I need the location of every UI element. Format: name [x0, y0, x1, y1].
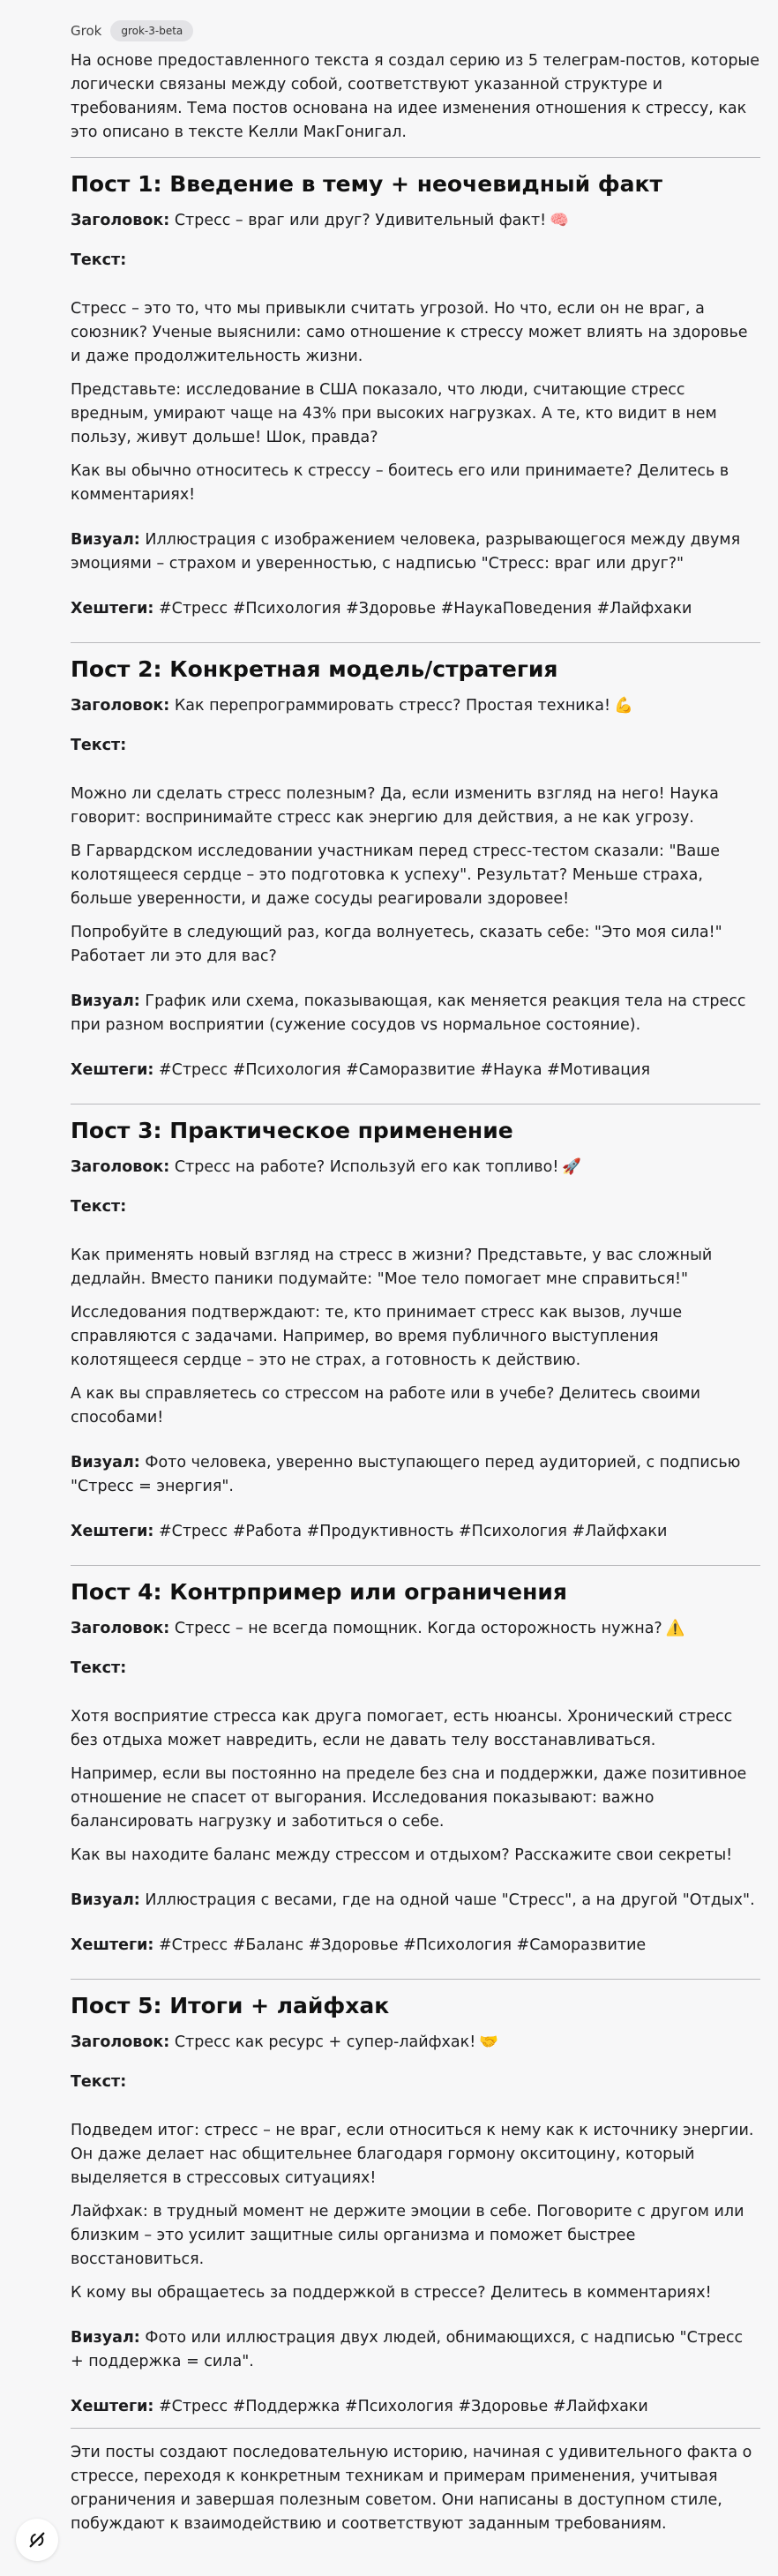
post-section [71, 630, 760, 1082]
post-hashtags [71, 1059, 760, 1082]
grok-logo-icon[interactable] [16, 2519, 58, 2561]
post-paragraph: Как вы находите баланс между стрессом и отдыхом? Расскажите свои секреты! [71, 1846, 733, 1864]
post-title-text: Стресс – враг или друг? Удивительный факт! [174, 212, 547, 229]
text-label: Текст: [71, 251, 127, 269]
post-title [71, 1617, 760, 1641]
visual-label: Визуал: [71, 992, 140, 1010]
tags-label: Хештеги: [71, 1523, 154, 1540]
post-paragraph: К кому вы обращаетесь за поддержкой в стрессе? Делитесь в комментариях! [71, 2284, 712, 2302]
text-label: Текст: [71, 1198, 127, 1216]
post-hashtags [71, 597, 760, 621]
post-visual [71, 990, 760, 1037]
post-section [71, 1553, 760, 1958]
divider [71, 1565, 760, 1566]
post-paragraph: Подведем итог: стресс – не враг, если относиться к нему как к источнику энергии. Он даже делает нас общительнее благодаря гормону окситоцину, который выделяется в стрессовых ситуациях! [71, 2122, 754, 2187]
post-paragraph: Например, если вы постоянно на пределе без сна и поддержки, даже позитивное отношение не спасет от выгорания. Исследования показывают: важно балансировать нагрузку и заботиться о себе. [71, 1765, 747, 1831]
posts-list [71, 145, 760, 2419]
post-section [71, 1091, 760, 1544]
post-title [71, 209, 760, 233]
post-title-text: Стресс как ресурс + супер-лайфхак! [174, 2033, 476, 2051]
post-title-text: Как перепрограммировать стресс? Простая техника! [174, 697, 610, 715]
post-title-emoji: 🧠 [550, 212, 569, 229]
text-label: Текст: [71, 2073, 127, 2091]
post-paragraph: Как вы обычно относитесь к стрессу – боитесь его или принимаете? Делитесь в комментариях! [71, 462, 729, 504]
post-title-emoji: 🤝 [479, 2033, 499, 2051]
divider [71, 157, 760, 158]
post-visual [71, 1451, 760, 1499]
post-hashtags-text: #Стресс #Баланс #Здоровье #Психология #Саморазвитие [158, 1936, 647, 1954]
tags-label: Хештеги: [71, 1061, 154, 1079]
tags-label: Хештеги: [71, 1936, 154, 1954]
post-heading: Пост 5: Итоги + лайфхак [71, 1993, 390, 2018]
post-paragraph: Лайфхак: в трудный момент не держите эмоции в себе. Поговорите с другом или близким – это усилит защитные силы организма и поможет быстрее восстановиться. [71, 2203, 744, 2268]
divider [71, 1104, 760, 1105]
visual-label: Визуал: [71, 531, 140, 549]
intro-paragraph: На основе предоставленного текста я создал серию из 5 телеграм-постов, которые логически связаны между собой, соответствуют указанной структуре и требованиям. Тема постов основана на идее изменения отношения к стрессу, как это описано в тексте Келли МакГонигал. [71, 52, 760, 141]
post-title-emoji: 🚀 [562, 1158, 582, 1176]
post-title [71, 694, 760, 718]
post-hashtags-text: #Стресс #Поддержка #Психология #Здоровье #Лайфхаки [158, 2398, 648, 2415]
post-hashtags-text: #Стресс #Психология #Саморазвитие #Наука #Мотивация [158, 1061, 651, 1079]
divider [71, 642, 760, 643]
post-visual-text: Иллюстрация с изображением человека, разрывающегося между двумя эмоциями – страхом и уверенностью, с надписью "Стресс: враг или друг?" [71, 531, 741, 573]
post-paragraph: Попробуйте в следующий раз, когда волнуетесь, сказать себе: "Это моя сила!" Работает ли это для вас? [71, 924, 722, 965]
post-paragraph: Как применять новый взгляд на стресс в жизни? Представьте, у вас сложный дедлайн. Вместо паники подумайте: "Мое тело помогает мне справиться!" [71, 1247, 713, 1288]
post-paragraph: Можно ли сделать стресс полезным? Да, если изменить взгляд на него! Наука говорит: воспринимайте стресс как энергию для действия, а не как угрозу. [71, 785, 719, 827]
post-visual-text: Фото или иллюстрация двух людей, обнимающихся, с надписью "Стресс + поддержка = сила". [71, 2329, 744, 2370]
post-title-text: Стресс – не всегда помощник. Когда осторожность нужна? [174, 1620, 662, 1637]
post-title-emoji: ⚠️ [665, 1620, 685, 1637]
visual-label: Визуал: [71, 1891, 140, 1909]
post-visual-text: График или схема, показывающая, как меняется реакция тела на стресс при разном восприятии (сужение сосудов vs нормальное состояние). [71, 992, 746, 1034]
text-label: Текст: [71, 737, 127, 754]
post-hashtags-text: #Стресс #Работа #Продуктивность #Психология #Лайфхаки [158, 1523, 668, 1540]
post-paragraph: Стресс – это то, что мы привыкли считать угрозой. Но что, если он не враг, а союзник? Ученые выяснили: само отношение к стрессу может влиять на здоровье и даже продолжительность жизни. [71, 300, 748, 365]
post-heading: Пост 1: Введение в тему + неочевидный факт [71, 171, 662, 197]
post-paragraph: А как вы справляетесь со стрессом на работе или в учебе? Делитесь своими способами! [71, 1385, 700, 1427]
post-hashtags-text: #Стресс #Психология #Здоровье #НаукаПоведения #Лайфхаки [158, 600, 692, 618]
post-title [71, 2031, 760, 2055]
post-paragraph: Хотя восприятие стресса как друга помогает, есть нюансы. Хронический стресс без отдыха может навредить, если не давать телу восстанавливаться. [71, 1708, 733, 1749]
visual-label: Визуал: [71, 2329, 140, 2347]
title-label: Заголовок: [71, 697, 170, 715]
post-paragraph: Исследования подтверждают: те, кто принимает стресс как вызов, лучше справляются с задачами. Например, во время публичного выступления колотящееся сердце – это не страх, а готовность к действию. [71, 1304, 683, 1369]
post-paragraph: В Гарвардском исследовании участникам перед стресс-тестом сказали: "Ваше колотящееся сердце – это подготовка к успеху". Результат? Меньше страха, больше уверенности, и даже сосуды реагировали здоровее! [71, 842, 721, 908]
post-hashtags [71, 1934, 760, 1958]
text-label: Текст: [71, 1659, 127, 1677]
tags-label: Хештеги: [71, 2398, 154, 2415]
post-visual [71, 2326, 760, 2374]
post-title-text: Стресс на работе? Используй его как топливо! [174, 1158, 559, 1176]
post-title [71, 1156, 760, 1179]
outro-paragraph: Эти посты создают последовательную историю, начиная с удивительного факта о стрессе, переходя к конкретным техникам и примерам применения, учитывая ограничения и завершая полезным советом. Они написаны в доступном стиле, побуждают к взаимодействию и соответствуют заданным требованиям. [71, 2444, 752, 2533]
title-label: Заголовок: [71, 2033, 170, 2051]
post-section [71, 145, 760, 621]
post-visual-text: Иллюстрация с весами, где на одной чаше "Стресс", а на другой "Отдых". [145, 1891, 755, 1909]
post-paragraph: Представьте: исследование в США показало, что люди, считающие стресс вредным, умирают чаще на 43% при высоких нагрузках. А те, кто видит в нем пользу, живут дольше! Шок, правда? [71, 381, 717, 446]
post-heading: Пост 4: Контрпример или ограничения [71, 1579, 567, 1605]
title-label: Заголовок: [71, 1620, 170, 1637]
post-visual [71, 528, 760, 576]
model-badge[interactable]: grok-3-beta [110, 20, 193, 41]
brand-name: Grok [71, 23, 102, 39]
post-visual [71, 1889, 760, 1913]
post-hashtags [71, 1520, 760, 1544]
post-heading: Пост 2: Конкретная модель/стратегия [71, 656, 558, 682]
title-label: Заголовок: [71, 212, 170, 229]
post-section [71, 1966, 760, 2419]
post-visual-text: Фото человека, уверенно выступающего перед аудиторией, с подписью "Стресс = энергия". [71, 1454, 741, 1495]
visual-label: Визуал: [71, 1454, 140, 1471]
divider [71, 2428, 760, 2429]
response-header [71, 18, 760, 44]
post-title-emoji: 💪 [614, 697, 633, 715]
post-hashtags [71, 2395, 760, 2419]
title-label: Заголовок: [71, 1158, 170, 1176]
tags-label: Хештеги: [71, 600, 154, 618]
divider [71, 1979, 760, 1980]
post-heading: Пост 3: Практическое применение [71, 1118, 513, 1143]
